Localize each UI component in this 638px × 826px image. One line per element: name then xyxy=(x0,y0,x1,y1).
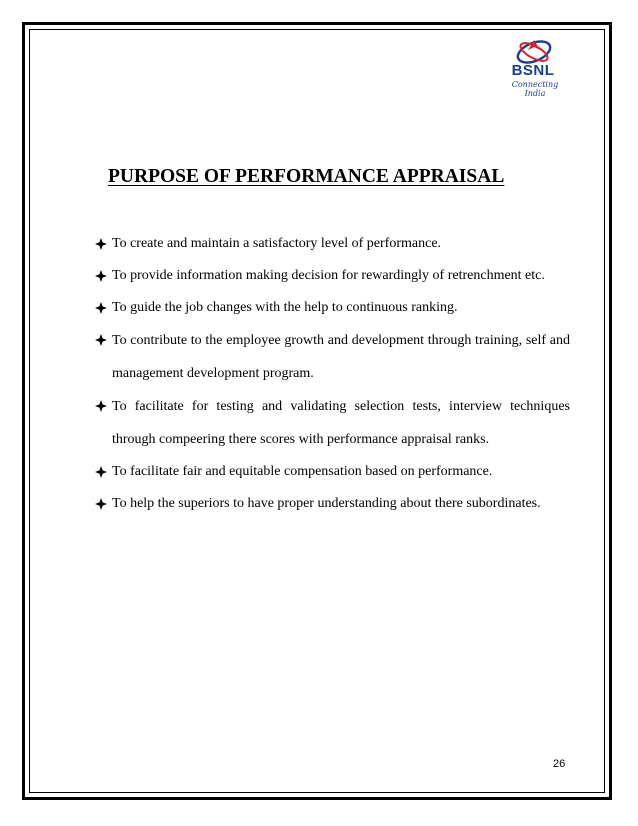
diamond-bullet-icon xyxy=(95,270,107,282)
bsnl-logo xyxy=(498,38,568,100)
page-number: 26 xyxy=(553,758,566,770)
list-item xyxy=(95,324,570,390)
diamond-bullet-icon xyxy=(95,498,107,510)
list-item-text: To facilitate fair and equitable compensation based on performance. xyxy=(112,464,493,479)
list-item-text: To guide the job changes with the help to continuous ranking. xyxy=(112,300,458,315)
logo-tagline: Connecting India xyxy=(511,80,559,98)
bsnl-globe-icon xyxy=(512,38,556,64)
list-item xyxy=(95,268,570,284)
diamond-bullet-icon xyxy=(95,238,107,250)
diamond-bullet-icon xyxy=(95,466,107,478)
page-heading: PURPOSE OF PERFORMANCE APPRAISAL xyxy=(108,166,505,187)
list-item-text: To contribute to the employee growth and development through training, self and management development program. xyxy=(112,333,570,381)
list-item xyxy=(95,496,570,512)
list-item-text: To provide information making decision for rewardingly of retrenchment etc. xyxy=(112,268,545,283)
list-item-text: To help the superiors to have proper understanding about there subordinates. xyxy=(112,496,541,511)
list-item xyxy=(95,300,570,316)
list-item xyxy=(95,236,570,252)
list-item xyxy=(95,390,570,456)
list-item-text: To facilitate for testing and validating selection tests, interview techniques through compeering there scores with performance appraisal ranks. xyxy=(112,399,570,447)
diamond-bullet-icon xyxy=(95,400,107,412)
logo-name: BSNL xyxy=(511,62,555,79)
diamond-bullet-icon xyxy=(95,334,107,346)
list-item xyxy=(95,464,570,480)
diamond-bullet-icon xyxy=(95,302,107,314)
list-item-text: To create and maintain a satisfactory level of performance. xyxy=(112,236,442,251)
purpose-list xyxy=(95,236,570,528)
